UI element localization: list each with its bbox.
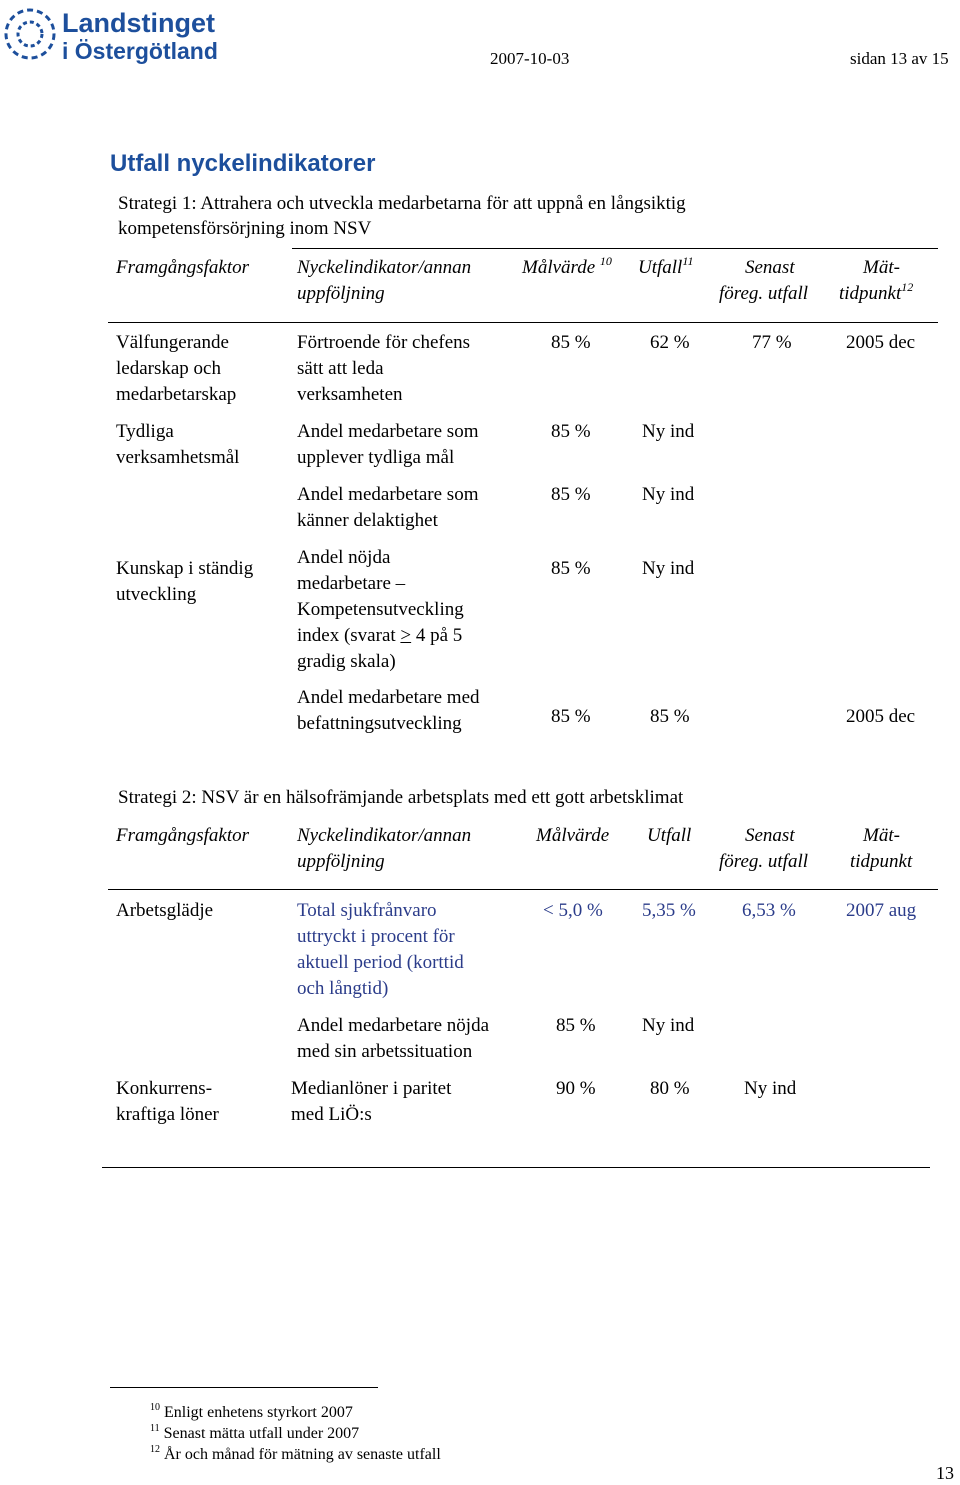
logo-line1: Landstinget: [62, 8, 215, 38]
s1-r3-target: 85 %: [551, 484, 591, 505]
s2-col-target: Målvärde: [536, 825, 610, 846]
s1-r1-time: 2005 dec: [846, 332, 916, 353]
s1-col-time-2: tidpunkt$^{12}$: [839, 280, 914, 304]
footnote-12: $^{12}$ År och månad för mätning av senaste utfall: [150, 1444, 441, 1463]
header-page: sidan 13 av 15: [850, 49, 949, 68]
s1-r5-target: 85 %: [551, 706, 591, 727]
s1-factor-1-line2: ledarskap och: [116, 358, 221, 379]
s1-col-time-1: Mät-: [863, 257, 900, 278]
s2-bottom-rule: [102, 1167, 930, 1168]
page-title: Utfall nyckelindikatorer: [110, 150, 376, 177]
s1-r4-ind-5: gradig skala): [297, 651, 396, 672]
s1-r3-ind-2: känner delaktighet: [297, 510, 438, 531]
s2-col-indicator-1: Nyckelindikator/annan: [297, 825, 472, 846]
s1-r1-ind-1: Förtroende för chefens: [297, 332, 471, 353]
s1-r3-outcome: Ny ind: [642, 484, 695, 505]
strategy1-intro-line2: kompetensförsörjning inom NSV: [118, 218, 372, 239]
s1-factor-2-line1: Tydliga: [116, 421, 174, 442]
s2-col-time-2: tidpunkt: [850, 851, 913, 872]
s2-factor-2-line2: kraftiga löner: [116, 1104, 219, 1125]
s1-factor-3-line2: utveckling: [116, 584, 197, 605]
s1-r2-target: 85 %: [551, 421, 591, 442]
s1-col-target: Målvärde $^{10}$: [522, 254, 612, 278]
s1-factor-1-line3: medarbetarskap: [116, 384, 237, 405]
s1-col-outcome: Utfall$^{11}$: [638, 254, 694, 278]
s2-col-time-1: Mät-: [863, 825, 900, 846]
header-date: 2007-10-03: [490, 49, 570, 68]
s2-r2-ind-1: Andel medarbetare nöjda: [297, 1015, 490, 1036]
s2-col-previous-1: Senast: [745, 825, 795, 846]
s2-r1-time: 2007 aug: [846, 900, 917, 921]
s2-r3-ind-1: Medianlöner i paritet: [291, 1078, 452, 1099]
s1-r1-outcome: 62 %: [650, 332, 690, 353]
s2-factor-1: Arbetsglädje: [116, 900, 214, 921]
s1-col-indicator-1: Nyckelindikator/annan: [297, 257, 472, 278]
s2-r1-ind-2: uttryckt i procent för: [297, 926, 455, 947]
s1-r4-ind-4: index (svarat > 4 på 5: [297, 625, 463, 646]
s2-col-outcome: Utfall: [647, 825, 692, 846]
s2-col-previous-2: föreg. utfall: [719, 851, 809, 872]
logo-emblem-icon: [6, 10, 54, 58]
s2-r2-ind-2: med sin arbetssituation: [297, 1041, 473, 1062]
s1-col-factor: Framgångsfaktor: [116, 257, 249, 278]
s1-factor-3-line1: Kunskap i ständig: [116, 558, 254, 579]
s2-col-indicator-2: uppföljning: [297, 851, 385, 872]
s2-r1-target: < 5,0 %: [543, 900, 603, 921]
s2-r3-previous: Ny ind: [744, 1078, 797, 1099]
s1-r5-ind-2: befattningsutveckling: [297, 713, 462, 734]
s1-top-rule: [292, 248, 938, 249]
s1-r5-ind-1: Andel medarbetare med: [297, 687, 480, 708]
s1-r5-outcome: 85 %: [650, 706, 690, 727]
logo-line2: i Östergötland: [62, 38, 218, 64]
s2-r2-target: 85 %: [556, 1015, 596, 1036]
s1-r1-previous: 77 %: [752, 332, 792, 353]
footnote-10: $^{10}$ Enligt enhetens styrkort 2007: [150, 1402, 353, 1421]
s2-r1-ind-3: aktuell period (korttid: [297, 952, 464, 973]
s1-r2-ind-2: upplever tydliga mål: [297, 447, 455, 468]
footnote-separator: [110, 1387, 378, 1388]
s1-col-previous-2: föreg. utfall: [719, 283, 809, 304]
s2-r3-ind-2: med LiÖ:s: [291, 1104, 372, 1125]
s2-r3-target: 90 %: [556, 1078, 596, 1099]
strategy2-intro: Strategi 2: NSV är en hälsofrämjande arbetsplats med ett gott arbetsklimat: [118, 787, 684, 808]
page-number: 13: [936, 1463, 954, 1483]
s1-r4-ind-1: Andel nöjda: [297, 547, 391, 568]
s2-header-rule: [108, 889, 938, 890]
s2-r3-outcome: 80 %: [650, 1078, 690, 1099]
s1-r4-ind-2: medarbetare –: [297, 573, 406, 594]
s1-col-previous-1: Senast: [745, 257, 795, 278]
landstinget-logo: [0, 2, 250, 64]
s1-r5-time: 2005 dec: [846, 706, 916, 727]
s1-r4-target: 85 %: [551, 558, 591, 579]
s1-factor-2-line2: verksamhetsmål: [116, 447, 240, 468]
s1-r1-ind-2: sätt att leda: [297, 358, 384, 379]
s2-r1-previous: 6,53 %: [742, 900, 796, 921]
s1-r2-outcome: Ny ind: [642, 421, 695, 442]
s1-r1-ind-3: verksamheten: [297, 384, 403, 405]
s2-r2-outcome: Ny ind: [642, 1015, 695, 1036]
s2-col-factor: Framgångsfaktor: [116, 825, 249, 846]
s1-col-indicator-2: uppföljning: [297, 283, 385, 304]
s2-r1-ind-4: och långtid): [297, 978, 389, 999]
s1-r2-ind-1: Andel medarbetare som: [297, 421, 479, 442]
s2-r1-outcome: 5,35 %: [642, 900, 696, 921]
s2-r1-ind-1: Total sjukfrånvaro: [297, 900, 437, 921]
s1-r3-ind-1: Andel medarbetare som: [297, 484, 479, 505]
s1-factor-1-line1: Välfungerande: [116, 332, 229, 353]
s2-factor-2-line1: Konkurrens-: [116, 1078, 213, 1099]
s1-r1-target: 85 %: [551, 332, 591, 353]
s1-r4-outcome: Ny ind: [642, 558, 695, 579]
strategy1-intro-line1: Strategi 1: Attrahera och utveckla medarbetarna för att uppnå en långsiktig: [118, 193, 686, 214]
footnote-11: $^{11}$ Senast mätta utfall under 2007: [150, 1423, 360, 1442]
s1-r4-ind-3: Kompetensutveckling: [297, 599, 464, 620]
s1-header-rule: [108, 322, 938, 323]
